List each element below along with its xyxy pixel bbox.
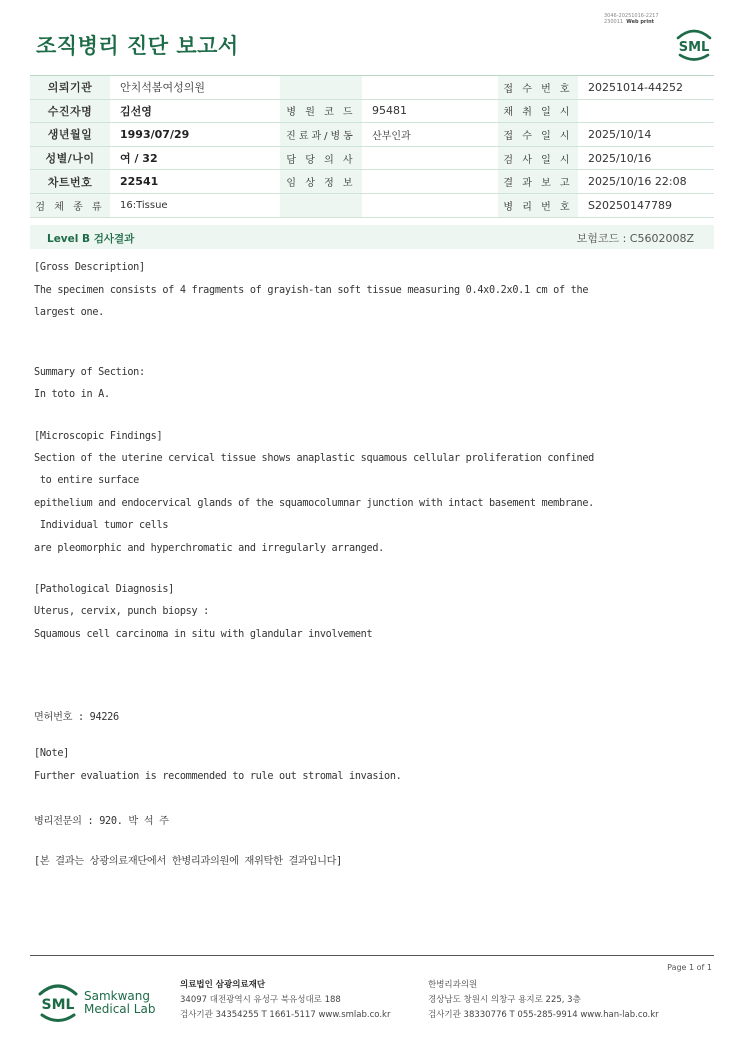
org1-name: 의료법인 삼광의료재단 bbox=[180, 980, 266, 990]
info-value: S20250147789 bbox=[578, 193, 714, 217]
org2-info bbox=[428, 978, 659, 1023]
info-row bbox=[30, 123, 714, 147]
report-line: [Microscopic Findings] bbox=[34, 431, 163, 442]
sml-logo-icon bbox=[674, 26, 714, 62]
info-value: 김선영 bbox=[110, 99, 280, 123]
report-line: [Pathological Diagnosis] bbox=[34, 584, 175, 595]
report-line: In toto in A. bbox=[34, 389, 110, 400]
sml-footer-logo-icon bbox=[36, 978, 80, 1026]
info-label: 검 체 종 류 bbox=[30, 193, 110, 217]
report-line: The specimen consists of 4 fragments of grayish-tan soft tissue measuring 0.4x0.2x0.1 cm of the bbox=[34, 285, 589, 296]
report-line: largest one. bbox=[34, 307, 105, 318]
report-line: 면허번호 : 94226 bbox=[34, 712, 119, 723]
info-label: 의뢰기관 bbox=[30, 76, 110, 100]
report-line: [Note] bbox=[34, 748, 70, 759]
page-number: Page 1 of 1 bbox=[667, 963, 712, 972]
info-row bbox=[30, 170, 714, 194]
info-row bbox=[30, 76, 714, 100]
org2-address: 경상남도 창원시 의창구 용지로 225, 3층 bbox=[428, 995, 581, 1005]
info-value: 1993/07/29 bbox=[110, 123, 280, 147]
lab-name-line1: Samkwang bbox=[84, 989, 150, 1003]
report-line: to entire surface bbox=[34, 475, 140, 486]
report-line: epithelium and endocervical glands of the squamocolumnar junction with intact basement membrane. bbox=[34, 498, 595, 509]
org2-contact: 검사기관 38330776 T 055-285-9914 www.han-lab.co.kr bbox=[428, 1010, 659, 1020]
info-value bbox=[578, 99, 714, 123]
info-label: 담 당 의 사 bbox=[280, 146, 362, 170]
info-value bbox=[362, 146, 498, 170]
print-code: 3046-20251016-2217 bbox=[604, 13, 659, 19]
page-title: 조직병리 진단 보고서 bbox=[36, 34, 239, 58]
info-label: 결 과 보 고 bbox=[498, 170, 578, 194]
report-line: Summary of Section: bbox=[34, 367, 145, 378]
info-value: 산부인과 bbox=[362, 123, 498, 147]
info-label bbox=[280, 76, 362, 100]
info-label: 진료과/병동 bbox=[280, 123, 362, 147]
info-row bbox=[30, 99, 714, 123]
info-label: 접 수 일 시 bbox=[498, 123, 578, 147]
report-line: 병리전문의 : 920. 박 석 주 bbox=[34, 816, 169, 827]
info-value: 2025/10/16 bbox=[578, 146, 714, 170]
info-value: 22541 bbox=[110, 170, 280, 194]
insurance-code: 보험코드 : C5602008Z bbox=[576, 232, 694, 245]
org1-contact: 검사기관 34354255 T 1661-5117 www.smlab.co.kr bbox=[180, 1010, 391, 1020]
info-label: 병 리 번 호 bbox=[498, 193, 578, 217]
lab-name bbox=[84, 990, 155, 1016]
info-value bbox=[362, 76, 498, 100]
info-value: 2025/10/14 bbox=[578, 123, 714, 147]
info-label: 성별/나이 bbox=[30, 146, 110, 170]
info-value: 안치석봄여성의원 bbox=[110, 76, 280, 100]
info-label: 검 사 일 시 bbox=[498, 146, 578, 170]
info-label: 생년월일 bbox=[30, 123, 110, 147]
info-label: 임 상 정 보 bbox=[280, 170, 362, 194]
info-value: 95481 bbox=[362, 99, 498, 123]
info-value bbox=[362, 170, 498, 194]
report-line: Individual tumor cells bbox=[34, 520, 169, 531]
patient-info-table bbox=[30, 75, 714, 218]
report-line: Squamous cell carcinoma in situ with glandular involvement bbox=[34, 629, 373, 640]
info-row bbox=[30, 146, 714, 170]
info-label: 차트번호 bbox=[30, 170, 110, 194]
info-row bbox=[30, 193, 714, 217]
report-line: Uterus, cervix, punch biopsy : bbox=[34, 606, 210, 617]
print-code-2: 230011 bbox=[604, 19, 624, 25]
sml-logo-text: SML bbox=[678, 40, 710, 55]
footer-divider bbox=[30, 955, 714, 956]
info-value: 20251014-44252 bbox=[578, 76, 714, 100]
info-label: 병 원 코 드 bbox=[280, 99, 362, 123]
report-line: Section of the uterine cervical tissue shows anaplastic squamous cellular proliferation confined bbox=[34, 453, 595, 464]
org1-info bbox=[180, 978, 390, 1023]
report-line: Further evaluation is recommended to rule out stromal invasion. bbox=[34, 771, 402, 782]
sml-footer-logo-text: SML bbox=[41, 997, 75, 1013]
info-label: 수진자명 bbox=[30, 99, 110, 123]
info-value bbox=[362, 193, 498, 217]
report-line: are pleomorphic and hyperchromatic and irregularly arranged. bbox=[34, 543, 385, 554]
lab-name-line2: Medical Lab bbox=[84, 1002, 156, 1016]
info-value: 2025/10/16 22:08 bbox=[578, 170, 714, 194]
info-label bbox=[280, 193, 362, 217]
org2-name: 한병리과의원 bbox=[428, 980, 478, 990]
result-title: Level B 검사결과 bbox=[47, 233, 135, 245]
info-label: 접 수 번 호 bbox=[498, 76, 578, 100]
org1-address: 34097 대전광역시 유성구 북유성대로 188 bbox=[180, 995, 341, 1005]
info-value: 여 / 32 bbox=[110, 146, 280, 170]
result-section-header bbox=[30, 225, 714, 249]
info-value: 16:Tissue bbox=[110, 193, 280, 217]
info-label: 채 취 일 시 bbox=[498, 99, 578, 123]
print-meta bbox=[604, 13, 659, 25]
report-line: [본 결과는 상광의료재단에서 한병리과의원에 재위탁한 결과입니다] bbox=[34, 856, 342, 867]
print-mode: Web print bbox=[626, 19, 655, 25]
report-line: [Gross Description] bbox=[34, 262, 145, 273]
